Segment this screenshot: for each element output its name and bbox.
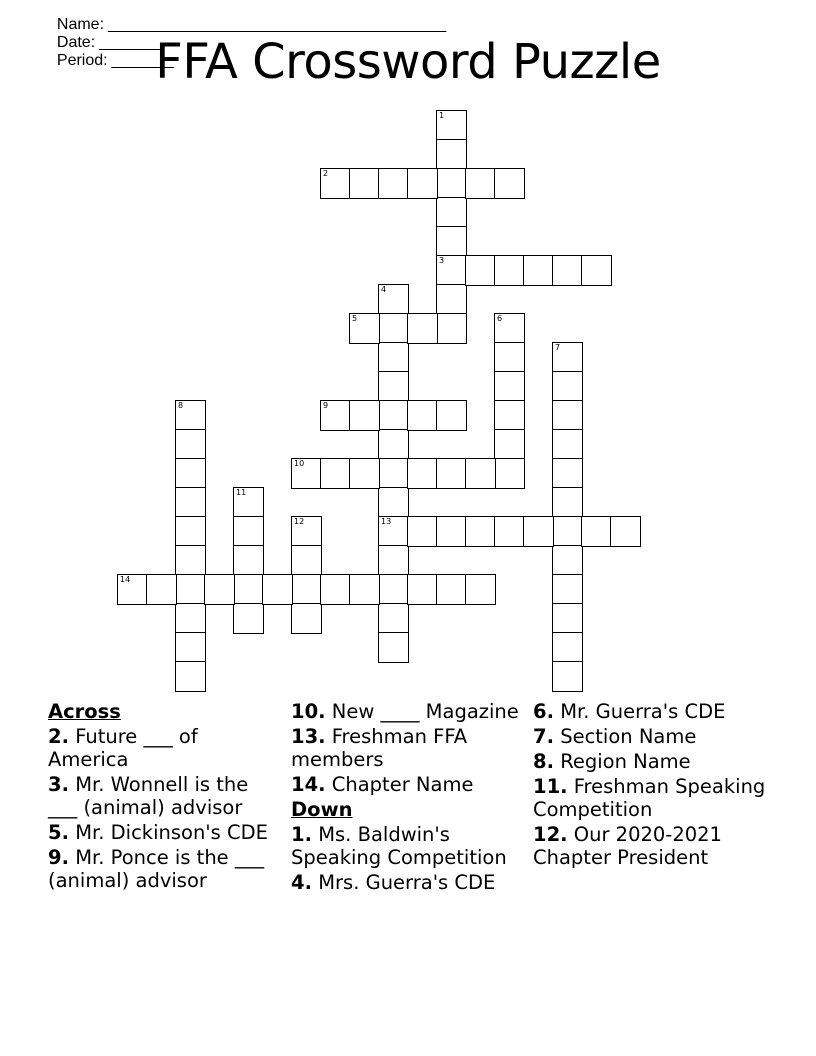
crossword-cell[interactable] xyxy=(262,574,293,605)
crossword-cell[interactable] xyxy=(552,342,583,373)
crossword-cell[interactable] xyxy=(378,168,409,199)
crossword-cell[interactable] xyxy=(436,255,467,286)
crossword-cell[interactable] xyxy=(436,400,467,431)
crossword-cell[interactable] xyxy=(204,574,235,605)
crossword-cell[interactable] xyxy=(465,168,496,199)
crossword-cell[interactable] xyxy=(175,545,206,576)
crossword-cell[interactable] xyxy=(378,516,409,547)
crossword-cell[interactable] xyxy=(320,574,351,605)
clue-number: 12. xyxy=(533,823,568,846)
down-heading: Down xyxy=(291,798,353,821)
cell-number: 2 xyxy=(323,169,329,178)
cell-number: 14 xyxy=(120,575,131,584)
crossword-cell[interactable] xyxy=(349,574,380,605)
clue-number: 6. xyxy=(533,700,554,723)
across-clues-column-1 xyxy=(48,700,278,894)
cell-number: 13 xyxy=(381,517,392,526)
clue-text: Ms. Baldwin's Speaking Competition xyxy=(291,823,507,869)
clue-text: Mr. Wonnell is the ___ (animal) advisor xyxy=(48,773,249,819)
clue-text: Region Name xyxy=(560,750,691,773)
cell-number: 7 xyxy=(555,343,561,352)
crossword-cell[interactable] xyxy=(581,516,612,547)
crossword-cell[interactable] xyxy=(465,255,496,286)
crossword-cell[interactable] xyxy=(436,574,467,605)
crossword-cell[interactable] xyxy=(320,400,351,431)
crossword-cell[interactable] xyxy=(552,371,583,402)
crossword-cell[interactable] xyxy=(552,429,583,460)
cell-number: 3 xyxy=(439,256,445,265)
crossword-cell[interactable] xyxy=(494,255,525,286)
crossword-cell[interactable] xyxy=(233,574,264,605)
cell-number: 10 xyxy=(294,459,305,468)
crossword-cell[interactable] xyxy=(436,226,467,257)
crossword-cell[interactable] xyxy=(407,458,438,489)
crossword-cell[interactable] xyxy=(378,632,409,663)
clue-text: Mr. Dickinson's CDE xyxy=(75,821,268,844)
crossword-cell[interactable] xyxy=(175,516,206,547)
crossword-cell[interactable] xyxy=(378,400,409,431)
clue-number: 11. xyxy=(533,775,568,798)
crossword-cell[interactable] xyxy=(378,545,409,576)
crossword-cell[interactable] xyxy=(175,632,206,663)
crossword-cell[interactable] xyxy=(523,255,554,286)
crossword-cell[interactable] xyxy=(436,516,467,547)
crossword-cell[interactable] xyxy=(494,313,525,344)
crossword-cell[interactable] xyxy=(436,139,467,170)
clue-number: 9. xyxy=(48,846,69,869)
clue-text: Our 2020-2021 Chapter President xyxy=(533,823,722,869)
crossword-cell[interactable] xyxy=(146,574,177,605)
period-field[interactable]: _______ xyxy=(111,52,174,69)
crossword-cell[interactable] xyxy=(349,458,380,489)
cell-number: 12 xyxy=(294,517,305,526)
crossword-cell[interactable] xyxy=(465,516,496,547)
name-field[interactable]: ______________________________________ xyxy=(108,16,447,33)
crossword-cell[interactable] xyxy=(378,284,409,315)
clue-number: 8. xyxy=(533,750,554,773)
crossword-cell[interactable] xyxy=(552,661,583,692)
crossword-cell[interactable] xyxy=(291,458,322,489)
crossword-cell[interactable] xyxy=(349,313,380,344)
crossword-cell[interactable] xyxy=(291,545,322,576)
name-label: Name: xyxy=(56,16,105,33)
crossword-cell[interactable] xyxy=(233,487,264,518)
crossword-cell[interactable] xyxy=(378,429,409,460)
clue-number: 4. xyxy=(291,871,312,894)
crossword-cell[interactable] xyxy=(552,487,583,518)
crossword-cell[interactable] xyxy=(494,429,525,460)
crossword-cell[interactable] xyxy=(349,168,380,199)
crossword-cell[interactable] xyxy=(436,284,467,315)
page-title: FFA Crossword Puzzle xyxy=(155,34,661,90)
down-clue-11 xyxy=(533,775,773,821)
crossword-cell[interactable] xyxy=(436,313,467,344)
crossword-cell[interactable] xyxy=(494,371,525,402)
down-clue-4 xyxy=(291,871,526,894)
crossword-cell[interactable] xyxy=(320,168,351,199)
clue-number: 3. xyxy=(48,773,69,796)
period-label: Period: xyxy=(56,52,108,69)
crossword-cell[interactable] xyxy=(552,516,583,547)
crossword-cell[interactable] xyxy=(436,197,467,228)
crossword-cell[interactable] xyxy=(610,516,641,547)
crossword-cell[interactable] xyxy=(494,516,525,547)
crossword-cell[interactable] xyxy=(407,313,438,344)
cell-number: 6 xyxy=(497,314,503,323)
cell-number: 8 xyxy=(178,401,184,410)
crossword-cell[interactable] xyxy=(436,110,467,141)
clue-number: 1. xyxy=(291,823,312,846)
crossword-cell[interactable] xyxy=(494,400,525,431)
clue-text: Mr. Ponce is the ___ (animal) advisor xyxy=(48,846,265,892)
crossword-cell[interactable] xyxy=(378,574,409,605)
crossword-cell[interactable] xyxy=(291,574,322,605)
crossword-cell[interactable] xyxy=(175,458,206,489)
crossword-cell[interactable] xyxy=(552,458,583,489)
down-clues-column-3 xyxy=(533,700,773,871)
crossword-cell[interactable] xyxy=(552,574,583,605)
clue-number: 5. xyxy=(48,821,69,844)
crossword-cell[interactable] xyxy=(378,313,409,344)
across-clue-10 xyxy=(291,700,526,723)
cell-number: 1 xyxy=(439,111,445,120)
clue-text: Freshman FFA members xyxy=(291,725,468,771)
across-clue-9 xyxy=(48,846,278,892)
across-clue-14 xyxy=(291,773,526,796)
clue-number: 14. xyxy=(291,773,326,796)
crossword-cell[interactable] xyxy=(407,400,438,431)
cell-number: 5 xyxy=(352,314,358,323)
clue-text: Freshman Speaking Competition xyxy=(533,775,766,821)
crossword-cell[interactable] xyxy=(291,516,322,547)
crossword-cell[interactable] xyxy=(407,516,438,547)
clue-text: New ____ Magazine xyxy=(331,700,519,723)
crossword-cell[interactable] xyxy=(436,458,467,489)
crossword-cell[interactable] xyxy=(378,603,409,634)
down-clue-7 xyxy=(533,725,773,748)
across-clue-13 xyxy=(291,725,526,771)
crossword-cell[interactable] xyxy=(175,400,206,431)
crossword-cell[interactable] xyxy=(378,458,409,489)
crossword-cell[interactable] xyxy=(494,342,525,373)
crossword-cell[interactable] xyxy=(494,458,525,489)
crossword-cell[interactable] xyxy=(407,168,438,199)
crossword-cell[interactable] xyxy=(378,371,409,402)
clue-number: 2. xyxy=(48,725,69,748)
crossword-cell[interactable] xyxy=(233,603,264,634)
across-clue-5 xyxy=(48,821,278,844)
date-field[interactable]: _______ xyxy=(99,34,162,51)
clues-column-2 xyxy=(291,700,526,896)
crossword-cell[interactable] xyxy=(552,632,583,663)
crossword-cell[interactable] xyxy=(523,516,554,547)
crossword-cell[interactable] xyxy=(552,545,583,576)
crossword-cell[interactable] xyxy=(175,487,206,518)
crossword-cell[interactable] xyxy=(407,574,438,605)
crossword-cell[interactable] xyxy=(175,603,206,634)
clue-text: Future ___ of America xyxy=(48,725,198,771)
crossword-cell[interactable] xyxy=(233,545,264,576)
crossword-cell[interactable] xyxy=(494,168,525,199)
crossword-cell[interactable] xyxy=(378,487,409,518)
down-clue-6 xyxy=(533,700,773,723)
clue-text: Mrs. Guerra's CDE xyxy=(318,871,496,894)
crossword-cell[interactable] xyxy=(552,400,583,431)
crossword-cell[interactable] xyxy=(175,661,206,692)
crossword-cell[interactable] xyxy=(378,342,409,373)
clue-text: Mr. Guerra's CDE xyxy=(560,700,726,723)
crossword-cell[interactable] xyxy=(436,168,467,199)
down-clue-1 xyxy=(291,823,526,869)
crossword-cell[interactable] xyxy=(552,255,583,286)
crossword-cell[interactable] xyxy=(465,458,496,489)
crossword-cell[interactable] xyxy=(117,574,148,605)
crossword-cell[interactable] xyxy=(552,603,583,634)
clue-text: Section Name xyxy=(560,725,697,748)
across-clue-3 xyxy=(48,773,278,819)
clue-number: 7. xyxy=(533,725,554,748)
down-clue-8 xyxy=(533,750,773,773)
down-clue-12 xyxy=(533,823,773,869)
crossword-cell[interactable] xyxy=(349,400,380,431)
cell-number: 11 xyxy=(236,488,247,497)
crossword-cell[interactable] xyxy=(320,458,351,489)
crossword-cell[interactable] xyxy=(175,574,206,605)
crossword-cell[interactable] xyxy=(465,574,496,605)
crossword-cell[interactable] xyxy=(581,255,612,286)
across-clue-2 xyxy=(48,725,278,771)
across-heading: Across xyxy=(48,700,121,723)
cell-number: 4 xyxy=(381,285,387,294)
date-label: Date: xyxy=(56,34,96,51)
clue-number: 13. xyxy=(291,725,326,748)
crossword-cell[interactable] xyxy=(175,429,206,460)
crossword-cell[interactable] xyxy=(233,516,264,547)
clue-text: Chapter Name xyxy=(331,773,474,796)
crossword-cell[interactable] xyxy=(291,603,322,634)
cell-number: 9 xyxy=(323,401,329,410)
clue-number: 10. xyxy=(291,700,326,723)
